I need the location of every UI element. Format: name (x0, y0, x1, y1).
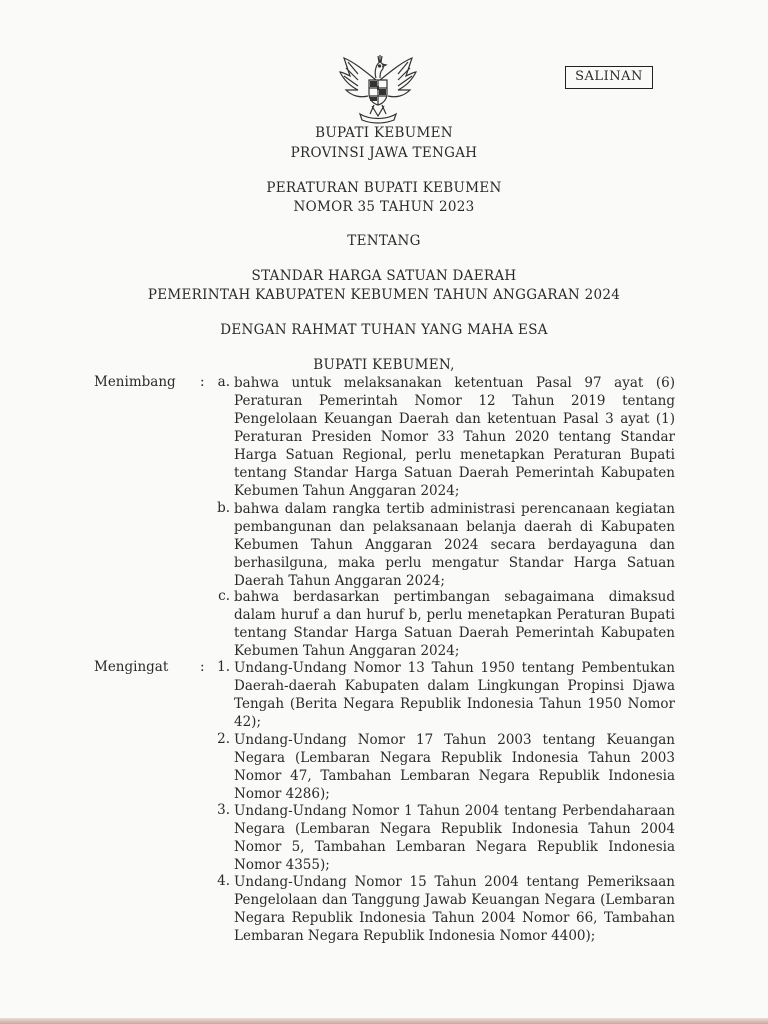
about-heading: TENTANG (347, 233, 421, 249)
menimbang-item-a: bahwa untuk melaksanakan ketentuan Pasal 97 ayat (6) Peraturan Pemerintah Nomor 12 Tahun 2019 tentang Pengelolaan Keuangan Daerah dan ketentuan Pasal 3 ayat (1) Peraturan Presiden Nomor 33 Tahun 2020 tentang Standar Harga Satuan Regional, perlu menetapkan Peraturan Bupati tentang Standar Harga Satuan Daerah Pemerintah Kabupaten Kebumen Tahun Anggaran 2024; (234, 375, 675, 499)
menimbang-item-c: bahwa berdasarkan pertimbangan sebagaimana dimaksud dalam huruf a dan huruf b, perlu menetapkan Peraturan Bupati tentang Standar Harga Satuan Daerah Pemerintah Kabupaten Kebumen Tahun Anggaran 2024; (234, 589, 675, 659)
subject-line-1: STANDAR HARGA SATUAN DAERAH (251, 268, 517, 284)
invocation: DENGAN RAHMAT TUHAN YANG MAHA ESA (220, 322, 548, 338)
mengingat-label: Mengingat (94, 659, 169, 675)
menimbang-item-b: bahwa dalam rangka tertib administrasi perencanaan kegiatan pembangunan dan pelaksanaan belanja daerah di Kabupaten Kebumen Tahun Anggaran 2024 secara berdayaguna dan berhasilguna, maka perlu mengatur Standar Harga Satuan Daerah Tahun Anggaran 2024; (234, 501, 675, 589)
menimbang-marker-b: b. (217, 500, 230, 516)
regulation-title: PERATURAN BUPATI KEBUMEN (266, 180, 502, 196)
menimbang-marker-a: a. (217, 374, 230, 390)
office-heading: BUPATI KEBUMEN (315, 125, 453, 141)
menimbang-colon: : (200, 374, 205, 390)
garuda-emblem-icon (336, 50, 420, 124)
mengingat-item-1: Undang-Undang Nomor 13 Tahun 1950 tentang Pembentukan Daerah-daerah Kabupaten dalam Lingkungan Propinsi Djawa Tengah (Berita Negara Republik Indonesia Tahun 1950 Nomor 42); (234, 660, 675, 730)
mengingat-colon: : (200, 659, 205, 675)
province-heading: PROVINSI JAWA TENGAH (290, 145, 478, 161)
subject-line-2: PEMERINTAH KABUPATEN KEBUMEN TAHUN ANGGARAN 2024 (147, 287, 621, 303)
mengingat-marker-4: 4. (217, 873, 230, 889)
salinan-stamp: SALINAN (565, 66, 653, 89)
mengingat-marker-2: 2. (217, 731, 230, 747)
menimbang-marker-c: c. (218, 588, 230, 604)
issuer: BUPATI KEBUMEN, (313, 357, 455, 373)
menimbang-label: Menimbang (94, 374, 176, 390)
mengingat-item-4: Undang-Undang Nomor 15 Tahun 2004 tentang Pemeriksaan Pengelolaan dan Tanggung Jawab Keuangan Negara (Lembaran Negara Republik Indonesia Tahun 2004 Nomor 66, Tambahan Lembaran Negara Republik Indonesia Nomor 4400); (234, 874, 675, 944)
page-bottom-edge (0, 1018, 768, 1024)
mengingat-item-2: Undang-Undang Nomor 17 Tahun 2003 tentang Keuangan Negara (Lembaran Negara Republik Indonesia Tahun 2003 Nomor 47, Tambahan Lembaran Negara Republik Indonesia Nomor 4286); (234, 732, 675, 802)
regulation-number: NOMOR 35 TAHUN 2023 (293, 199, 475, 215)
mengingat-marker-3: 3. (217, 802, 230, 818)
mengingat-item-3: Undang-Undang Nomor 1 Tahun 2004 tentang Perbendaharaan Negara (Lembaran Negara Republik Indonesia Tahun 2004 Nomor 5, Tambahan Lembaran Negara Republik Indonesia Nomor 4355); (234, 803, 675, 873)
mengingat-marker-1: 1. (217, 659, 230, 675)
